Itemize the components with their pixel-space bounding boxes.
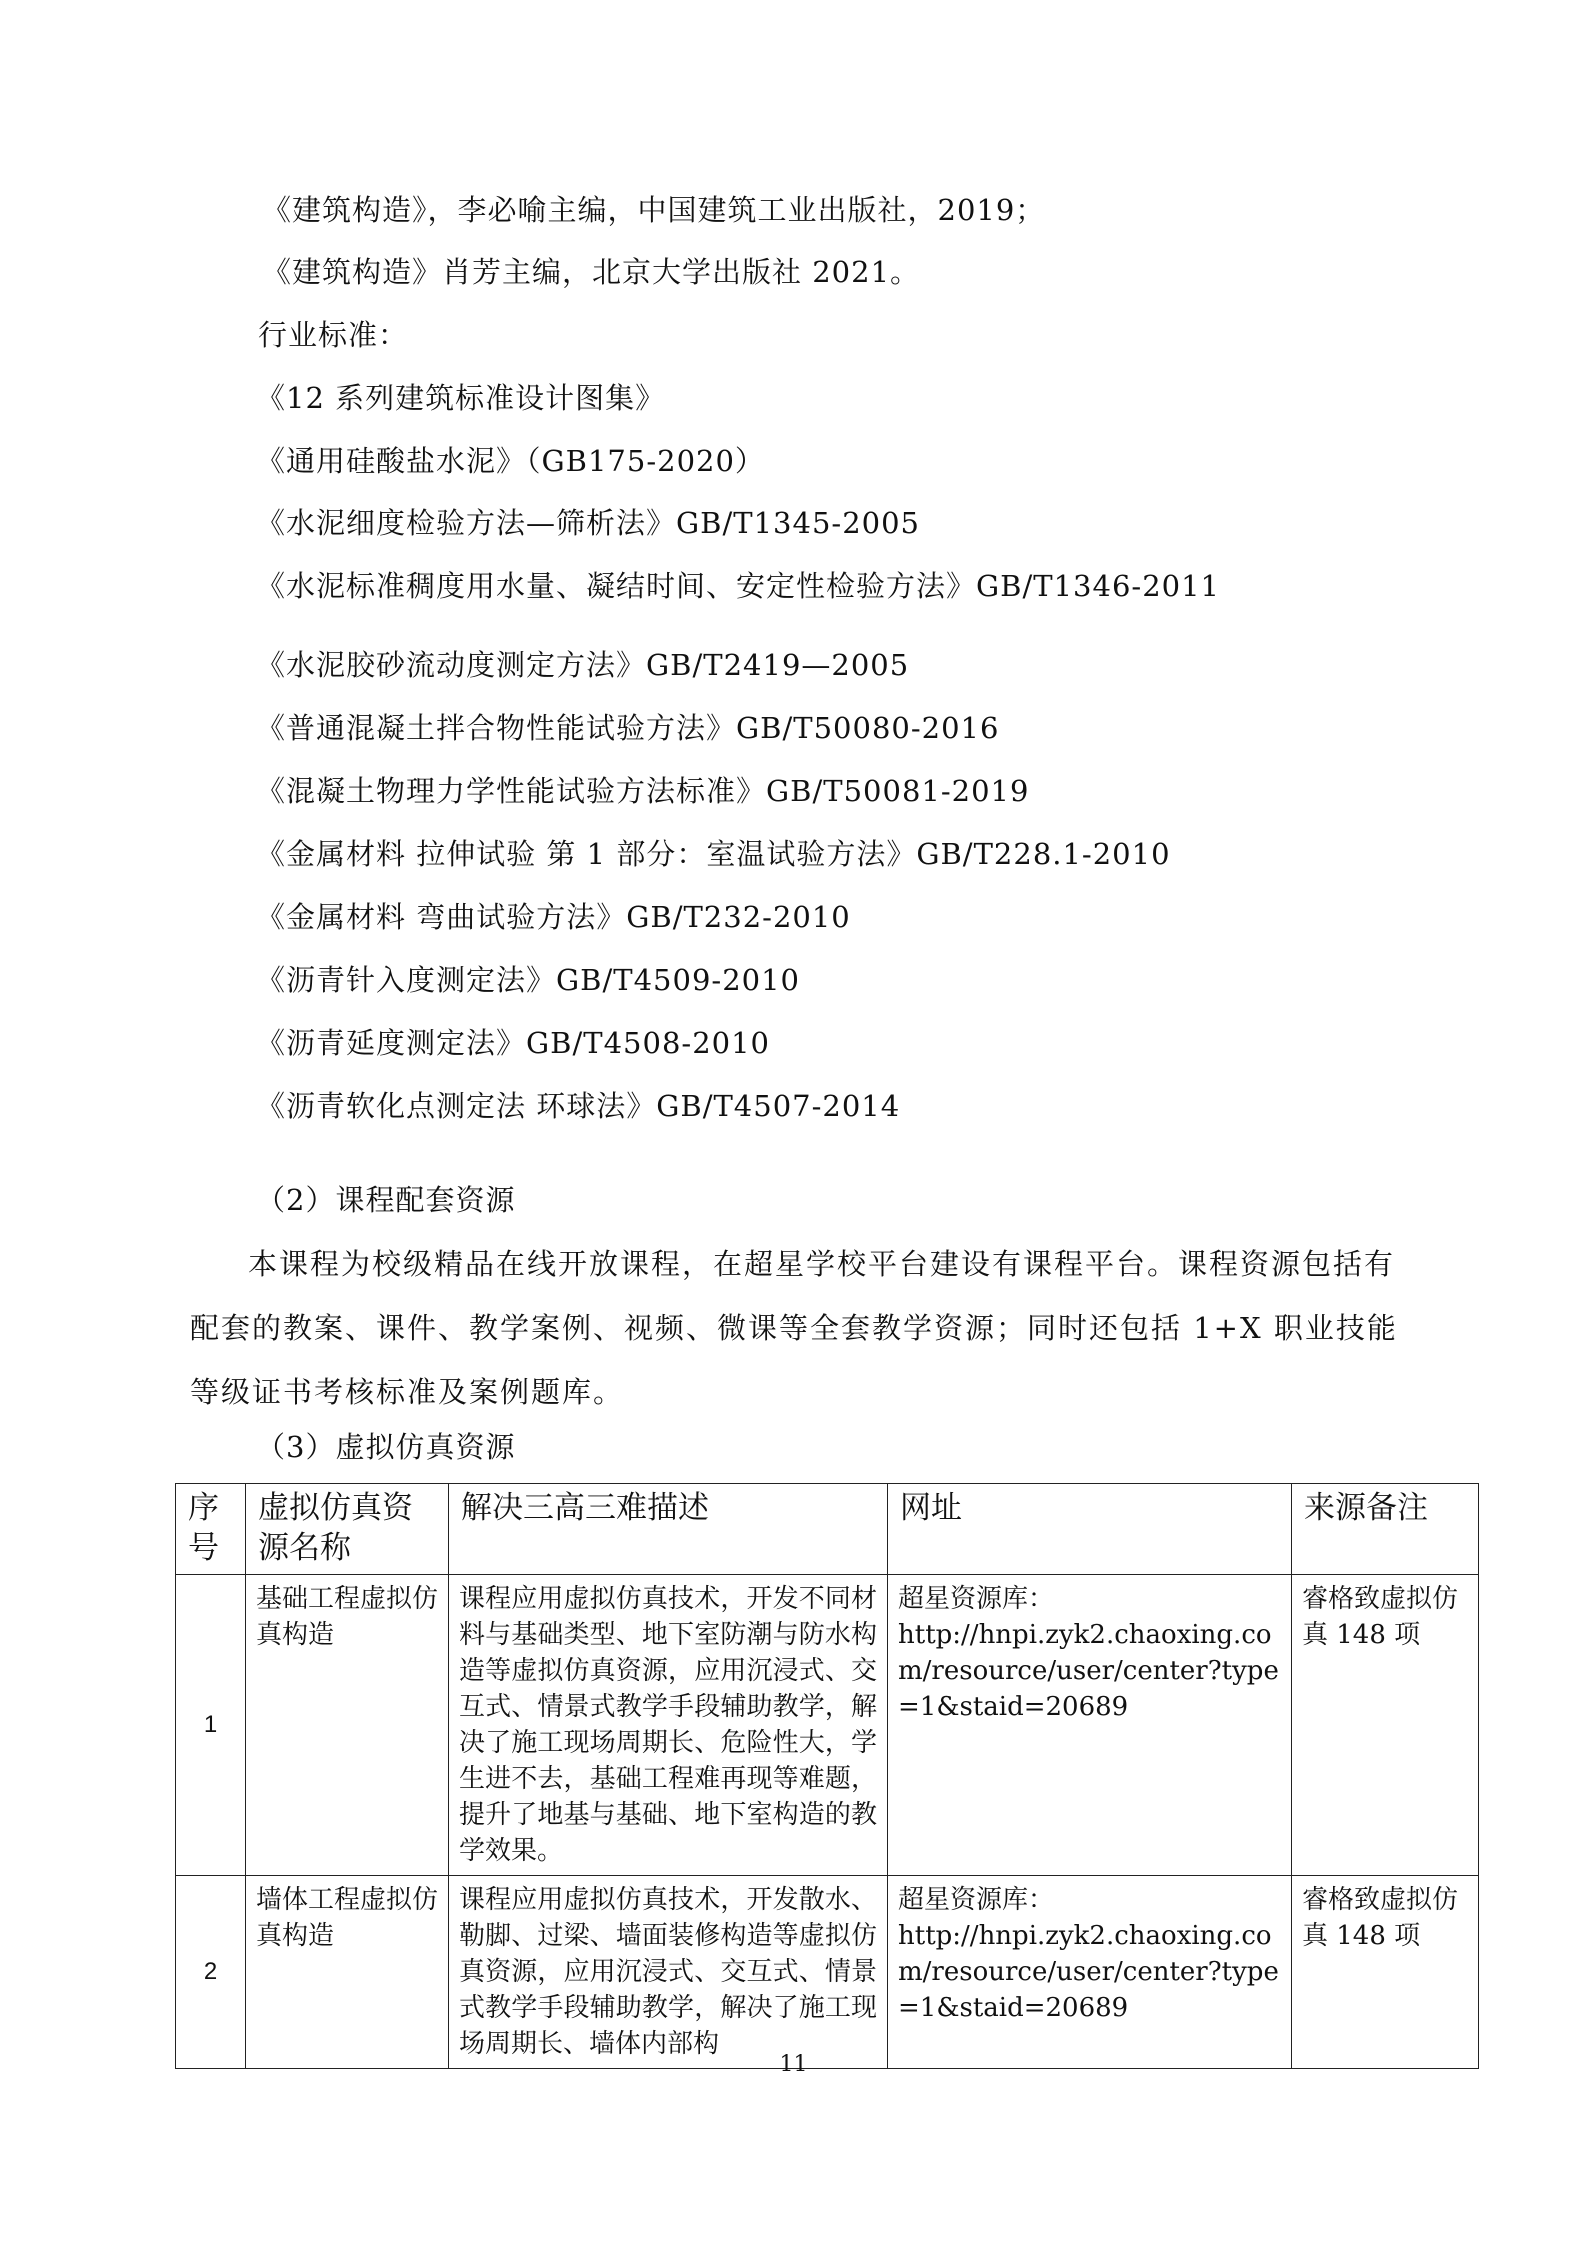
header-url: 网址 [888, 1484, 1292, 1575]
row-desc: 课程应用虚拟仿真技术，开发散水、勒脚、过梁、墙面装修构造等虚拟仿真资源，应用沉浸式、交互式、情景式教学手段辅助教学，解决了施工现场周期长、墙体内部构 [449, 1876, 888, 2069]
reference-line: 《水泥细度检验方法—筛析法》GB/T1345-2005 [256, 506, 920, 540]
row-name: 基础工程虚拟仿真构造 [246, 1575, 449, 1876]
section-heading: （2）课程配套资源 [256, 1183, 516, 1217]
header-note: 来源备注 [1292, 1484, 1479, 1575]
row-url-label: 超星资源库： [898, 1584, 1055, 1614]
reference-line: 《12 系列建筑标准设计图集》 [256, 381, 666, 415]
header-desc: 解决三高三难描述 [449, 1484, 888, 1575]
section-heading: （3）虚拟仿真资源 [256, 1430, 516, 1464]
table-row [176, 1575, 1479, 1876]
reference-heading: 行业标准： [258, 318, 409, 352]
row-url-link[interactable]: http://hnpi.zyk2.chaoxing.com/resource/user/center?type=1&staid=20689 [898, 1620, 1279, 1722]
header-name: 虚拟仿真资源名称 [246, 1484, 449, 1575]
row-num: 1 [176, 1575, 246, 1876]
reference-line: 《沥青针入度测定法》GB/T4509-2010 [256, 963, 800, 997]
row-desc: 课程应用虚拟仿真技术，开发不同材料与基础类型、地下室防潮与防水构造等虚拟仿真资源，应用沉浸式、交互式、情景式教学手段辅助教学，解决了施工现场周期长、危险性大，学生进不去，基础工程难再现等难题，提升了地基与基础、地下室构造的教学效果。 [449, 1575, 888, 1876]
reference-line: 《普通混凝土拌合物性能试验方法》GB/T50080-2016 [256, 711, 1000, 745]
section-paragraph: 本课程为校级精品在线开放课程，在超星学校平台建设有课程平台。课程资源包括有配套的教案、课件、教学案例、视频、微课等全套教学资源；同时还包括 1+X 职业技能等级证书考核标准及案例题库。 [190, 1247, 1398, 1409]
row-url-cell [888, 1575, 1292, 1876]
reference-line: 《混凝土物理力学性能试验方法标准》GB/T50081-2019 [256, 774, 1030, 808]
row-note: 睿格致虚拟仿真 148 项 [1292, 1876, 1479, 2069]
row-url-link[interactable]: http://hnpi.zyk2.chaoxing.com/resource/user/center?type=1&staid=20689 [898, 1921, 1279, 2023]
virtual-simulation-table [175, 1483, 1479, 2069]
reference-line: 《水泥胶砂流动度测定方法》GB/T2419—2005 [256, 648, 910, 682]
reference-line: 《水泥标准稠度用水量、凝结时间、安定性检验方法》GB/T1346-2011 [256, 569, 1220, 603]
row-url-cell [888, 1876, 1292, 2069]
reference-line: 《沥青软化点测定法 环球法》GB/T4507-2014 [256, 1089, 901, 1123]
reference-line: 《通用硅酸盐水泥》（GB175-2020） [256, 444, 765, 478]
reference-line: 《金属材料 弯曲试验方法》GB/T232-2010 [256, 900, 851, 934]
row-url-label: 超星资源库： [898, 1885, 1055, 1915]
row-num: 2 [176, 1876, 246, 2069]
header-num: 序号 [176, 1484, 246, 1575]
reference-line: 《金属材料 拉伸试验 第 1 部分：室温试验方法》GB/T228.1-2010 [256, 837, 1171, 871]
reference-line: 《沥青延度测定法》GB/T4508-2010 [256, 1026, 770, 1060]
row-name: 墙体工程虚拟仿真构造 [246, 1876, 449, 2069]
page-number: 11 [779, 2052, 808, 2077]
table-header-row [176, 1484, 1479, 1575]
reference-line: 《建筑构造》，李必喻主编，中国建筑工业出版社，2019； [262, 193, 1046, 227]
table-row [176, 1876, 1479, 2069]
reference-line: 《建筑构造》肖芳主编，北京大学出版社 2021。 [262, 255, 921, 289]
row-note: 睿格致虚拟仿真 148 项 [1292, 1575, 1479, 1876]
